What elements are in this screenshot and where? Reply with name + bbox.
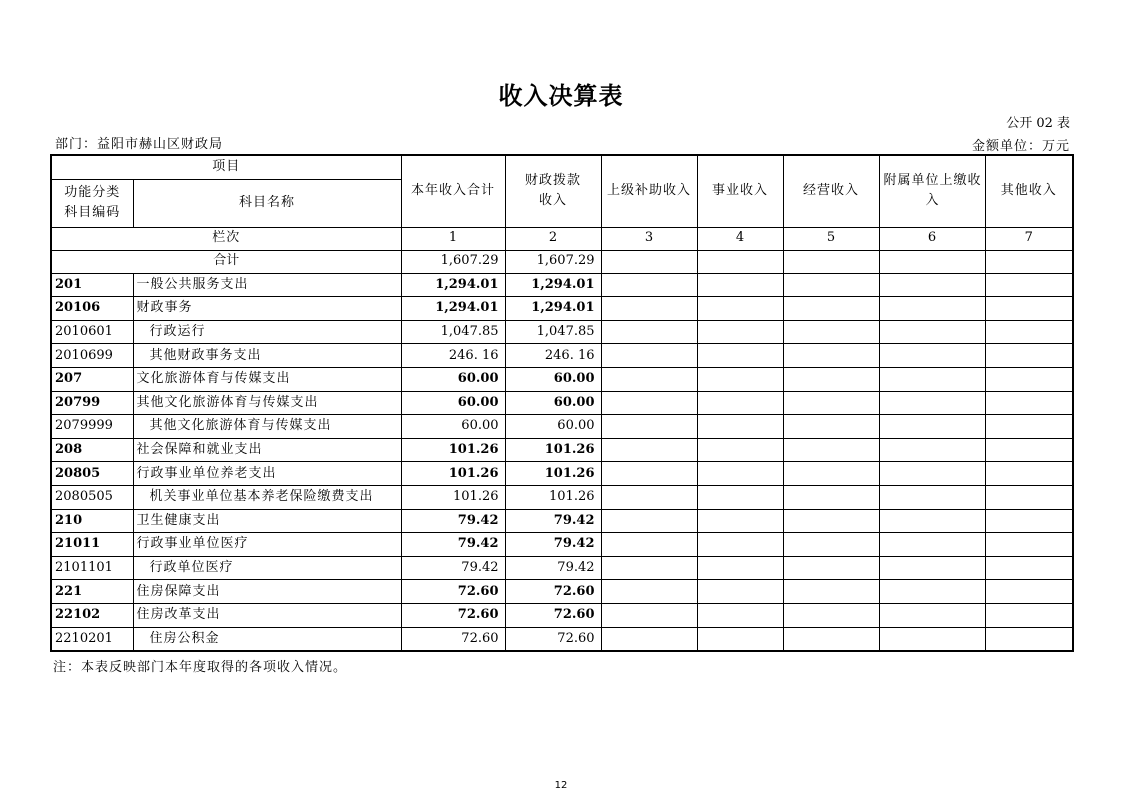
subject-code: 210 — [51, 509, 133, 533]
empty-cell — [697, 297, 783, 321]
empty-cell — [601, 486, 697, 510]
empty-cell — [879, 509, 985, 533]
empty-cell — [697, 250, 783, 273]
column-number: 5 — [783, 227, 879, 250]
subject-name: 住房公积金 — [133, 627, 401, 651]
header-project: 项目 — [51, 155, 401, 179]
table-row — [51, 297, 1073, 321]
header-superior: 上级补助收入 — [601, 155, 697, 227]
header-other: 其他收入 — [985, 155, 1073, 227]
empty-cell — [783, 250, 879, 273]
empty-cell — [783, 556, 879, 580]
empty-cell — [783, 462, 879, 486]
subject-code: 2210201 — [51, 627, 133, 651]
fiscal-value: 72.60 — [505, 627, 601, 651]
empty-cell — [985, 367, 1073, 391]
empty-cell — [601, 391, 697, 415]
total-income-value: 1,607.29 — [401, 250, 505, 273]
empty-cell — [985, 344, 1073, 368]
empty-cell — [697, 509, 783, 533]
total-income-value: 101.26 — [401, 438, 505, 462]
subject-code: 2101101 — [51, 556, 133, 580]
table-row — [51, 344, 1073, 368]
subject-name: 其他文化旅游体育与传媒支出 — [133, 391, 401, 415]
table-row — [51, 604, 1073, 628]
empty-cell — [985, 509, 1073, 533]
subject-name: 卫生健康支出 — [133, 509, 401, 533]
table-row — [51, 486, 1073, 510]
header-func-code — [51, 179, 133, 227]
empty-cell — [879, 391, 985, 415]
fiscal-value: 1,294.01 — [505, 297, 601, 321]
table-row — [51, 273, 1073, 297]
empty-cell — [697, 391, 783, 415]
empty-cell — [601, 344, 697, 368]
empty-cell — [985, 486, 1073, 510]
empty-cell — [783, 391, 879, 415]
table-row — [51, 509, 1073, 533]
fiscal-value: 101.26 — [505, 462, 601, 486]
empty-cell — [879, 533, 985, 557]
empty-cell — [985, 580, 1073, 604]
empty-cell — [879, 415, 985, 439]
table-row — [51, 367, 1073, 391]
total-income-value: 60.00 — [401, 391, 505, 415]
page-title: 收入决算表 — [498, 82, 624, 110]
subject-code: 20805 — [51, 462, 133, 486]
total-income-value: 246. 16 — [401, 344, 505, 368]
fiscal-value: 101.26 — [505, 486, 601, 510]
form-number: 公开 02 表 — [1006, 116, 1070, 131]
total-income-value: 79.42 — [401, 533, 505, 557]
table-row — [51, 462, 1073, 486]
fiscal-value: 72.60 — [505, 604, 601, 628]
subject-code: 2079999 — [51, 415, 133, 439]
subject-code: 20799 — [51, 391, 133, 415]
column-number: 1 — [401, 227, 505, 250]
fiscal-value: 101.26 — [505, 438, 601, 462]
fiscal-value: 79.42 — [505, 509, 601, 533]
total-income-value: 72.60 — [401, 580, 505, 604]
header-affiliate — [879, 155, 985, 227]
empty-cell — [985, 320, 1073, 344]
subject-name: 机关事业单位基本养老保险缴费支出 — [133, 486, 401, 510]
empty-cell — [601, 509, 697, 533]
empty-cell — [879, 344, 985, 368]
empty-cell — [601, 273, 697, 297]
subject-name: 行政运行 — [133, 320, 401, 344]
empty-cell — [879, 462, 985, 486]
subject-name: 文化旅游体育与传媒支出 — [133, 367, 401, 391]
table-row — [51, 438, 1073, 462]
empty-cell — [783, 320, 879, 344]
subject-code: 221 — [51, 580, 133, 604]
unit-label: 金额单位：万元 — [971, 139, 1070, 154]
table-row — [51, 556, 1073, 580]
empty-cell — [783, 415, 879, 439]
total-income-value: 79.42 — [401, 556, 505, 580]
subject-name: 社会保障和就业支出 — [133, 438, 401, 462]
total-label: 合计 — [51, 250, 401, 273]
footnote: 注：本表反映部门本年度取得的各项收入情况。 — [53, 660, 348, 675]
empty-cell — [879, 367, 985, 391]
empty-cell — [601, 627, 697, 651]
empty-cell — [601, 415, 697, 439]
total-income-value: 72.60 — [401, 627, 505, 651]
subject-code: 2010699 — [51, 344, 133, 368]
empty-cell — [985, 438, 1073, 462]
total-income-value: 60.00 — [401, 367, 505, 391]
fiscal-value: 1,294.01 — [505, 273, 601, 297]
fiscal-value: 246. 16 — [505, 344, 601, 368]
header-operation: 经营收入 — [783, 155, 879, 227]
fiscal-value: 60.00 — [505, 391, 601, 415]
header-total: 本年收入合计 — [401, 155, 505, 227]
table-row — [51, 627, 1073, 651]
empty-cell — [879, 320, 985, 344]
empty-cell — [985, 273, 1073, 297]
empty-cell — [783, 344, 879, 368]
header-func-code-text: 功能分类科目编码 — [64, 184, 121, 220]
subject-code: 2010601 — [51, 320, 133, 344]
empty-cell — [783, 533, 879, 557]
income-table — [50, 154, 1074, 652]
empty-cell — [985, 533, 1073, 557]
fiscal-value: 60.00 — [505, 367, 601, 391]
subject-code: 2080505 — [51, 486, 133, 510]
column-number: 7 — [985, 227, 1073, 250]
total-income-value: 101.26 — [401, 462, 505, 486]
subject-code: 20106 — [51, 297, 133, 321]
total-income-value: 1,294.01 — [401, 297, 505, 321]
subject-code: 21011 — [51, 533, 133, 557]
empty-cell — [601, 462, 697, 486]
empty-cell — [697, 438, 783, 462]
empty-cell — [783, 509, 879, 533]
empty-cell — [985, 391, 1073, 415]
empty-cell — [601, 297, 697, 321]
empty-cell — [601, 604, 697, 628]
subject-name: 其他财政事务支出 — [133, 344, 401, 368]
empty-cell — [879, 250, 985, 273]
table-row — [51, 533, 1073, 557]
empty-cell — [985, 250, 1073, 273]
subject-name: 行政事业单位医疗 — [133, 533, 401, 557]
total-income-value: 72.60 — [401, 604, 505, 628]
empty-cell — [601, 556, 697, 580]
subject-name: 财政事务 — [133, 297, 401, 321]
subject-name: 其他文化旅游体育与传媒支出 — [133, 415, 401, 439]
column-number: 3 — [601, 227, 697, 250]
empty-cell — [985, 604, 1073, 628]
empty-cell — [879, 627, 985, 651]
fiscal-value: 60.00 — [505, 415, 601, 439]
empty-cell — [601, 320, 697, 344]
empty-cell — [985, 415, 1073, 439]
header-fiscal — [505, 155, 601, 227]
empty-cell — [697, 604, 783, 628]
empty-cell — [697, 580, 783, 604]
subject-code: 201 — [51, 273, 133, 297]
header-subject-name: 科目名称 — [133, 179, 401, 227]
fiscal-value: 72.60 — [505, 580, 601, 604]
empty-cell — [697, 320, 783, 344]
empty-cell — [601, 250, 697, 273]
empty-cell — [601, 367, 697, 391]
empty-cell — [697, 462, 783, 486]
empty-cell — [783, 367, 879, 391]
table-row — [51, 580, 1073, 604]
subject-name: 行政事业单位养老支出 — [133, 462, 401, 486]
subject-name: 行政单位医疗 — [133, 556, 401, 580]
empty-cell — [879, 580, 985, 604]
empty-cell — [985, 556, 1073, 580]
total-row — [51, 250, 1073, 273]
empty-cell — [601, 533, 697, 557]
empty-cell — [601, 580, 697, 604]
department-label: 部门：益阳市赫山区财政局 — [55, 137, 224, 152]
column-row-label: 栏次 — [51, 227, 401, 250]
empty-cell — [783, 580, 879, 604]
empty-cell — [697, 273, 783, 297]
table-row — [51, 320, 1073, 344]
empty-cell — [783, 486, 879, 510]
empty-cell — [697, 344, 783, 368]
empty-cell — [879, 556, 985, 580]
table-row — [51, 415, 1073, 439]
header-affiliate-text: 附属单位上缴收入 — [883, 173, 982, 209]
fiscal-value: 79.42 — [505, 533, 601, 557]
column-number: 2 — [505, 227, 601, 250]
total-income-value: 1,294.01 — [401, 273, 505, 297]
empty-cell — [985, 462, 1073, 486]
empty-cell — [783, 438, 879, 462]
empty-cell — [879, 273, 985, 297]
subject-name: 住房改革支出 — [133, 604, 401, 628]
subject-name: 一般公共服务支出 — [133, 273, 401, 297]
empty-cell — [783, 273, 879, 297]
empty-cell — [697, 415, 783, 439]
empty-cell — [697, 627, 783, 651]
empty-cell — [879, 604, 985, 628]
column-number: 4 — [697, 227, 783, 250]
empty-cell — [601, 438, 697, 462]
empty-cell — [697, 486, 783, 510]
header-business: 事业收入 — [697, 155, 783, 227]
fiscal-value: 79.42 — [505, 556, 601, 580]
empty-cell — [783, 297, 879, 321]
empty-cell — [697, 556, 783, 580]
empty-cell — [783, 604, 879, 628]
empty-cell — [985, 627, 1073, 651]
total-income-value: 101.26 — [401, 486, 505, 510]
total-income-value: 1,047.85 — [401, 320, 505, 344]
empty-cell — [697, 533, 783, 557]
table-row — [51, 391, 1073, 415]
subject-name: 住房保障支出 — [133, 580, 401, 604]
header-fiscal-text: 财政拨款收入 — [525, 173, 582, 209]
total-income-value: 60.00 — [401, 415, 505, 439]
column-number-row — [51, 227, 1073, 250]
subject-code: 22102 — [51, 604, 133, 628]
column-number: 6 — [879, 227, 985, 250]
subject-code: 208 — [51, 438, 133, 462]
empty-cell — [879, 297, 985, 321]
subject-code: 207 — [51, 367, 133, 391]
fiscal-value: 1,047.85 — [505, 320, 601, 344]
page-number: 12 — [554, 780, 568, 791]
empty-cell — [783, 627, 879, 651]
total-fiscal-value: 1,607.29 — [505, 250, 601, 273]
empty-cell — [879, 486, 985, 510]
empty-cell — [985, 297, 1073, 321]
empty-cell — [697, 367, 783, 391]
total-income-value: 79.42 — [401, 509, 505, 533]
empty-cell — [879, 438, 985, 462]
